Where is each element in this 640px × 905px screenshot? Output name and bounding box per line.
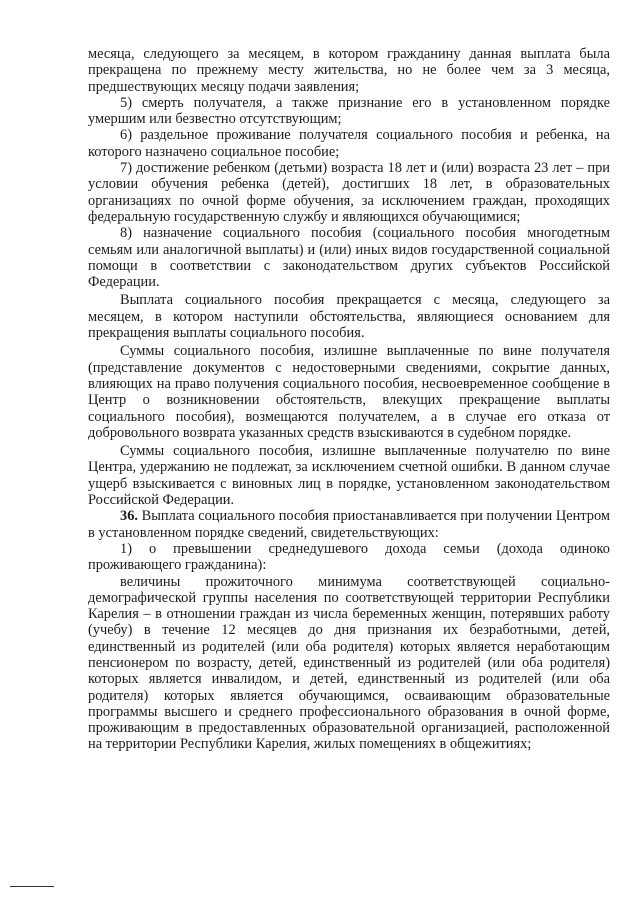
paragraph-continuation: месяца, следующего за месяцем, в котором гражданину данная выплата была прекращена по прежнему месту жительства, но не более чем за 3 месяца, предшествующих месяцу подачи заявления; — [88, 46, 610, 95]
footnote-rule — [10, 886, 54, 887]
paragraph-overpayment-center: Суммы социального пособия, излишне выплаченные получателю по вине Центра, удержанию не подлежат, за исключением счетной ошибки. В данном случае ущерб взыскивается с виновных лиц в порядке, установленном законодательством Российской Федерации. — [88, 443, 610, 509]
document-page — [88, 46, 610, 753]
list-item-5: 5) смерть получателя, а также признание его в установленном порядке умершим или безвестно отсутствующим; — [88, 94, 610, 128]
list-item-8: 8) назначение социального пособия (социального пособия многодетным семьям или аналогичной выплаты) и (или) иных видов государственной социальной помощи в соответствии с законодательством других субъектов Российской Федерации. — [88, 225, 610, 291]
list-item-7: 7) достижение ребенком (детьми) возраста 18 лет и (или) возраста 23 лет – при условии обучения ребенка (детей), достигших 18 лет, в образовательных организациях по очной форме обучения, за исключением граждан, проходящих федеральную государственную службу и являющихся обучающимися; — [88, 160, 610, 225]
paragraph-subsistence-minimum: величины прожиточного минимума соответствующей социально-демографической группы населения по соответствующей территории Республики Карелия – в отношении граждан из числа беременных женщин, потерявших работу (учебу) в течение 12 месяцев до дня признания их безработными, детей, единственный из родителей (или оба родителя) которых является неработающим пенсионером по возрасту, детей, единственный из родителей (или оба родителя) которых является инвалидом, и детей, единственный из родителей (или оба родителя) которых является обучающимся, осваивающим образовательные программы высшего и среднего профессионального образования в очной форме, проживающим в предоставленных образовательной организацией, расположенной на территории Республики Карелия, жилых помещениях в общежитиях; — [88, 573, 610, 753]
paragraph-overpayment-recipient: Суммы социального пособия, излишне выплаченные по вине получателя (представление документов с недостоверными сведениями, сокрытие данных, влияющих на право получения социального пособия, несвоевременное сообщение в Центр о возникновении обстоятельств, влекущих прекращение выплаты социального пособия), возмещаются получателем, а в случае его отказа от добровольного возврата указанных средств взыскиваются в судебном порядке. — [88, 343, 610, 441]
clause-text: Выплата социального пособия приостанавливается при получении Центром в установленном порядке сведений, свидетельствующих: — [88, 508, 610, 541]
list-item-6: 6) раздельное проживание получателя социального пособия и ребенка, на которого назначено социальное пособие; — [88, 127, 610, 160]
subclause-1: 1) о превышении среднедушевого дохода семьи (дохода одиноко проживающего гражданина): — [88, 540, 610, 574]
clause-36 — [88, 508, 610, 541]
clause-number: 36. — [120, 508, 138, 525]
paragraph-termination: Выплата социального пособия прекращается с месяца, следующего за месяцем, в котором наступили обстоятельства, являющиеся основанием для прекращения выплаты социального пособия. — [88, 292, 610, 342]
